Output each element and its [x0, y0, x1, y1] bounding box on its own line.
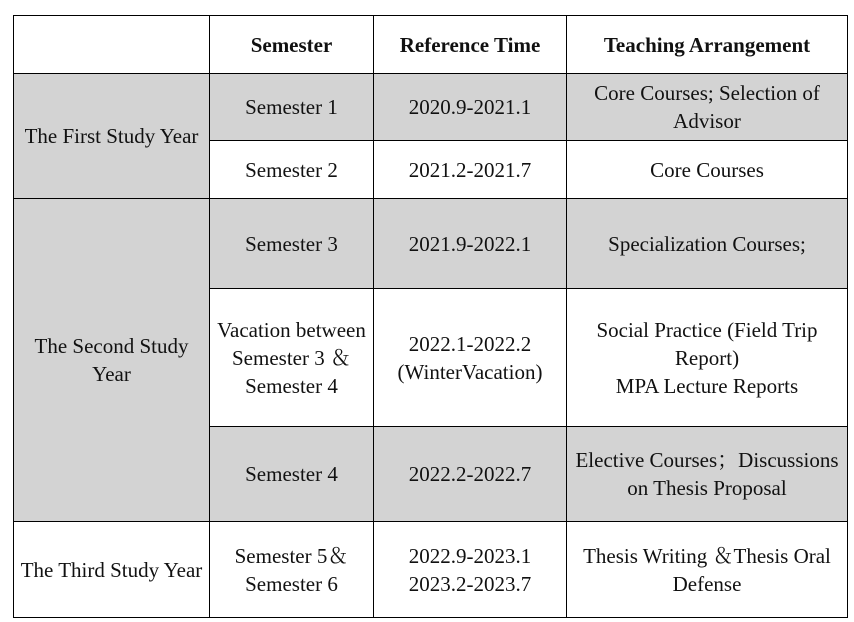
time-cell: 2020.9-2021.1 — [374, 74, 567, 141]
year-cell-second: The Second Study Year — [14, 199, 210, 522]
semester-cell: Vacation between Semester 3 ＆ Semester 4 — [210, 289, 374, 427]
time-line: (WinterVacation) — [397, 359, 543, 384]
semester-cell: Semester 3 — [210, 199, 374, 289]
reference-time-header: Reference Time — [374, 16, 567, 74]
arrangement-line: Social Practice (Field Trip Report) — [596, 317, 818, 370]
time-cell — [374, 289, 567, 427]
semester-header: Semester — [210, 16, 374, 74]
arrangement-cell: Specialization Courses; — [567, 199, 848, 289]
study-plan-table — [13, 15, 848, 618]
header-row — [14, 16, 848, 74]
semester-cell: Semester 4 — [210, 427, 374, 522]
time-line: 2023.2-2023.7 — [408, 571, 532, 596]
arrangement-cell: Thesis Writing ＆Thesis Oral Defense — [567, 522, 848, 618]
table-row — [14, 199, 848, 289]
arrangement-cell: Core Courses; Selection of Advisor — [567, 74, 848, 141]
year-cell-first: The First Study Year — [14, 74, 210, 199]
corner-cell — [14, 16, 210, 74]
year-cell-third: The Third Study Year — [14, 522, 210, 618]
time-cell: 2021.2-2021.7 — [374, 141, 567, 199]
semester-cell: Semester 2 — [210, 141, 374, 199]
time-cell: 2022.2-2022.7 — [374, 427, 567, 522]
arrangement-cell — [567, 289, 848, 427]
time-cell — [374, 522, 567, 618]
semester-cell: Semester 5＆ Semester 6 — [210, 522, 374, 618]
arrangement-cell: Elective Courses；Discussions on Thesis Proposal — [567, 427, 848, 522]
time-cell: 2021.9-2022.1 — [374, 199, 567, 289]
table-row — [14, 522, 848, 618]
semester-cell: Semester 1 — [210, 74, 374, 141]
table-row — [14, 74, 848, 141]
teaching-arrangement-header: Teaching Arrangement — [567, 16, 848, 74]
time-line: 2022.9-2023.1 — [408, 543, 532, 568]
time-line: 2022.1-2022.2 — [408, 331, 532, 356]
arrangement-cell: Core Courses — [567, 141, 848, 199]
arrangement-line: MPA Lecture Reports — [615, 373, 799, 398]
